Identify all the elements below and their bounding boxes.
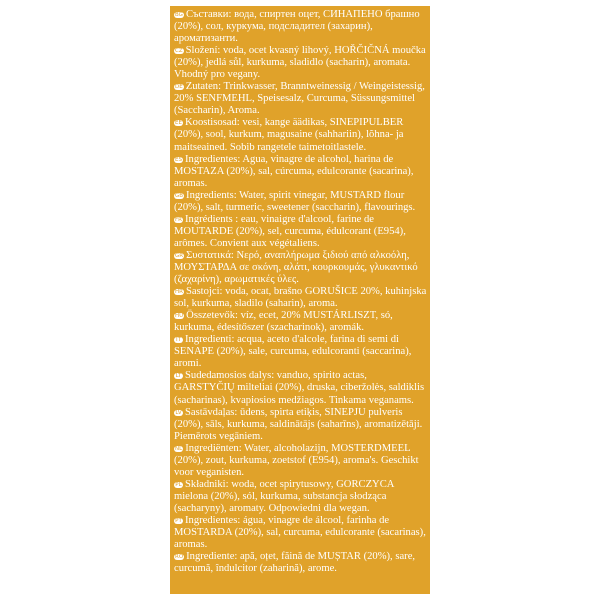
ingredient-entry-es bbox=[174, 154, 427, 190]
language-code-badge: IT bbox=[174, 337, 183, 343]
language-code-badge: DE bbox=[175, 84, 183, 91]
language-code-badge: ES bbox=[175, 156, 182, 163]
ingredient-text: Ingrediente: apă, oțet, făină de MUȘTAR (20%), sare, curcumă, îndulcitor (zaharină), arome. bbox=[174, 551, 416, 575]
ingredient-text: Съставки: вода, спиртен оцет, СИНАПЕНО брашно (20%), сол, куркума, подсладител (захарин), ароматизанти. bbox=[174, 9, 420, 45]
ingredient-text: Ingredientes: água, vinagre de álcool, farinha de MOSTARDA (20%), sal, curcuma, edulcorante (sacarinas), aromas. bbox=[174, 514, 426, 551]
ingredient-text: Ingredientes: Agua, vinagre de alcohol, harina de MOSTAZA (20%), sal, cúrcuma, edulcorante (sacarina), aromas. bbox=[174, 153, 414, 189]
ingredient-entry-lt bbox=[174, 370, 427, 406]
ingredient-text: Składniki: woda, ocet spirytusowy, GORCZYCA mielona (20%), sól, kurkuma, substancja słodząca (sacharyny), aromaty. Odpowiedni dla wegan. bbox=[174, 478, 394, 514]
ingredient-text: Ingredienti: acqua, aceto d'alcole, farina di semi di SENAPE (20%), sale, curcuma, edulcoranti (saccarina), aromi. bbox=[174, 334, 412, 370]
language-code-badge: LV bbox=[175, 409, 182, 416]
language-code-badge: GB bbox=[175, 192, 184, 199]
language-code-badge: EE bbox=[175, 120, 182, 127]
ingredient-text: Ingrédients : eau, vinaigre d'alcool, farine de MOUTARDE (20%), sel, curcuma, édulcorant (E954), arômes. Convient aux végétaliens. bbox=[174, 213, 406, 249]
language-code-badge: FR bbox=[175, 216, 182, 223]
ingredient-entry-ee bbox=[174, 117, 427, 153]
ingredient-text: Συστατικά: Νερό, αναπλήρωμα ξιδιού από αλκοόλη, ΜΟΥΣΤΑΡΔΑ σε σκόνη, αλάτι, κουρκουμάς, γλυκαντικό (ζαχαρίνη), αρωματικές ύλες. bbox=[174, 249, 418, 286]
language-code-badge: HR bbox=[175, 289, 183, 296]
ingredient-text: Ingredients: Water, spirit vinegar, MUSTARD flour (20%), salt, turmeric, sweetener (saccharin), flavourings. bbox=[174, 189, 416, 213]
ingredient-entry-pl bbox=[174, 479, 427, 515]
ingredient-entry-lv bbox=[174, 407, 427, 443]
ingredient-text: Sastāvdaļas: ūdens, spirta etiķis, SINEPJU pulveris (20%), sāls, kurkuma, saldinātājs (saharīns), aromatizētāji. Piemērots vegāniem. bbox=[174, 406, 423, 442]
ingredient-text: Koostisosad: vesi, kange äädikas, SINEPIPULBER (20%), sool, kurkum, magusaine (sahhariin), lõhna- ja maitseained. Sobib rangetele taimetoitlastele. bbox=[174, 117, 404, 153]
ingredient-entry-it bbox=[174, 334, 427, 370]
ingredient-entry-ro bbox=[174, 551, 427, 575]
language-code-badge: NL bbox=[175, 445, 183, 452]
ingredient-entry-de bbox=[174, 81, 427, 117]
ingredient-entry-hr bbox=[174, 286, 427, 310]
language-code-badge: HU bbox=[175, 313, 184, 320]
language-code-badge: CZ bbox=[175, 48, 183, 55]
ingredient-text: Složení: voda, ocet kvasný lihový, HOŘČIČNÁ moučka (20%), jedlá sůl, kurkuma, sladidlo (sacharin), aromata. Vhodný pro vegany. bbox=[174, 45, 426, 81]
ingredient-entry-pt bbox=[174, 515, 427, 551]
ingredient-entry-gb bbox=[174, 190, 427, 214]
language-code-badge: PT bbox=[175, 517, 182, 524]
ingredient-entry-fr bbox=[174, 214, 427, 250]
ingredient-text: Zutaten: Trinkwasser, Branntweinessig / Weingeistessig, 20% SENFMEHL, Speisesalz, Curcuma, Süssungsmittel (Saccharin), Aroma. bbox=[174, 81, 425, 117]
language-code-badge: RO bbox=[175, 554, 184, 561]
ingredient-text: Sastojci: voda, ocat, brašno GORUŠICE 20%, kuhinjska sol, kurkuma, sladilo (saharin), aroma. bbox=[174, 286, 427, 310]
language-code-badge: GR bbox=[175, 252, 184, 259]
language-code-badge: BG bbox=[175, 12, 183, 18]
ingredient-entry-bg bbox=[174, 9, 427, 45]
language-code-badge: PL bbox=[175, 481, 182, 488]
ingredient-text: Sudedamosios dalys: vanduo, spirito actas, GARSTYČIŲ milteliai (20%), druska, ciberžolės, saldiklis (sacharinas), kvapiosios medžiagos. Tinkama veganams. bbox=[174, 370, 425, 406]
ingredient-text: Összetevők: víz, ecet, 20% MUSTÁRLISZT, só, kurkuma, édesítőszer (szacharinok), aromák. bbox=[174, 310, 393, 334]
ingredients-label bbox=[170, 6, 430, 594]
ingredient-entry-gr bbox=[174, 250, 427, 286]
ingredient-text: Ingrediënten: Water, alcoholazijn, MOSTERDMEEL (20%), zout, kurkuma, zoetstof (E954), aroma's. Geschikt voor veganisten. bbox=[174, 442, 419, 478]
language-code-badge: LT bbox=[175, 373, 182, 380]
ingredient-entry-nl bbox=[174, 443, 427, 479]
ingredient-entry-cz bbox=[174, 45, 427, 81]
ingredient-entry-hu bbox=[174, 310, 427, 334]
